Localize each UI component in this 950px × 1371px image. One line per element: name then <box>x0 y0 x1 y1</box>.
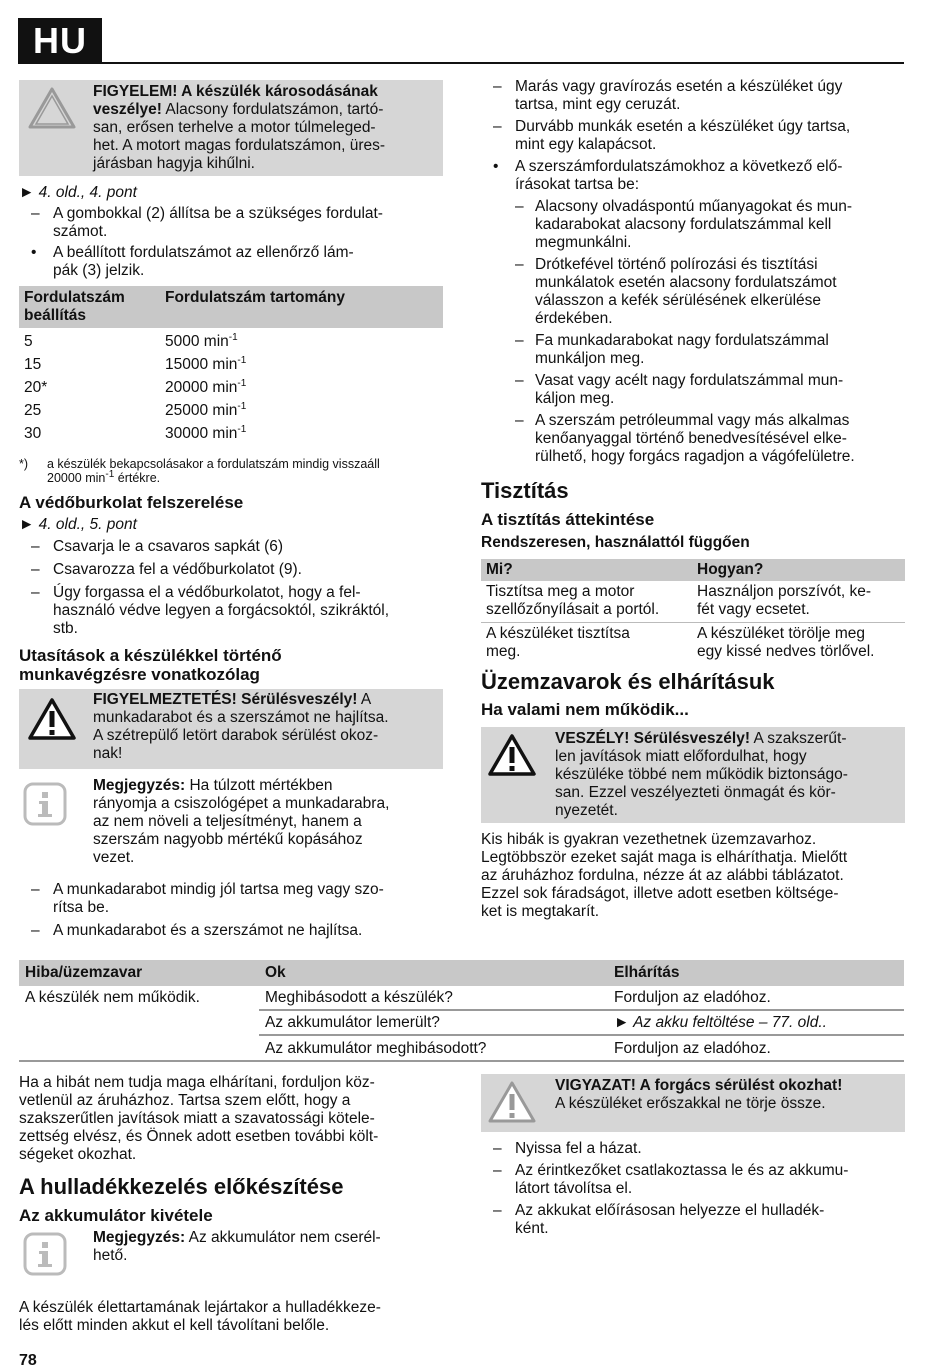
speed-table-body <box>19 328 443 443</box>
fault-table <box>19 960 904 1062</box>
paragraph: Ha a hibát nem tudja maga elhárítani, forduljon köz- vetlenül az áruházhoz. Tartsa szem előtt, hogy a szakszerűtlen javítások miatt a szavatossági kötele- zettség elvész, és Önnek adott esetben további költ- ségeket okozhat. <box>19 1074 379 1163</box>
warning-triangle-icon <box>27 697 77 741</box>
table-row: Az akkumulátor meghibásodott? Forduljon az eladóhoz. <box>19 1036 904 1062</box>
right-column <box>481 78 905 921</box>
list-item: – Csavarozza fel a védőburkolatot (9). <box>31 561 302 578</box>
table-row: Tisztítsa meg a motor szellőzőnyílásait a portól. Használjon porszívót, ke- fét vagy ecsetet. <box>481 581 905 623</box>
sub-list-item: – Vasat vagy acélt nagy fordulatszámmal mun- káljon meg. <box>515 372 844 407</box>
info-icon <box>23 1232 67 1276</box>
paragraph: Kis hibák is gyakran vezethetnek üzemzavarhoz. Legtöbbször ezeket saját maga is elháríthatja. Mielőtt az áruházhoz fordulna, nézze át az alábbi táblázatot. Ezzel sok fáradságot, illetve adott esetben költsége- ket is megtakarít. <box>481 831 848 920</box>
sub-list-item: – A szerszám petróleummal vagy más alkalmas kenőanyaggal történő benedvesítésével elke- rülhető, hogy forgács ragadjon a vágófelületre. <box>515 412 855 465</box>
caution-box: VIGYAZAT! A forgács sérülést okozhat! A készüléket erőszakkal ne törje össze. <box>481 1074 905 1132</box>
table-row: A készülék nem működik. Meghibásodott a készülék? Forduljon az eladóhoz. <box>19 986 904 1011</box>
sub-heading: Az akkumulátor kivétele <box>19 1206 213 1225</box>
list-item: • A szerszámfordulatszámokhoz a következő elő- írásokat tartsa be: <box>493 158 843 193</box>
section-heading: Üzemzavarok és elhárításuk <box>481 669 775 694</box>
warning-box-damage: FIGYELEM! A készülék károsodásának veszélye! Alacsony fordulatszámon, tartó- san, erősen terhelve a motor túlmeleged- het. A motort magas fordulatszámon, üres- járásban hagyja kihűlni. <box>19 80 443 176</box>
warning-triangle-icon <box>487 733 537 777</box>
list-item: – A munkadarabot mindig jól tartsa meg vagy szo- rítsa be. <box>31 881 384 916</box>
header-rule <box>102 62 904 64</box>
table-row: A készüléket tisztítsa meg. A készüléket törölje meg egy kissé nedves törlővel. <box>486 625 875 660</box>
bottom-left-column <box>19 1074 443 1335</box>
cleaning-table-header: Mi? Hogyan? <box>481 559 905 581</box>
list-item: – Marás vagy gravírozás esetén a készüléket úgy tartsa, mint egy ceruzát. <box>493 78 843 113</box>
list-item: – Úgy forgassa el a védőburkolatot, hogy a fel- használó védve legyen a forgácsoktól, szikráktól, stb. <box>31 584 390 637</box>
section-heading: Utasítások a készülékkel történő munkavégzésre vonatkozólag <box>19 646 282 684</box>
note-box: Megjegyzés: Ha túlzott mértékben rányomja a csiszológépet a munkadarabra, az nem növeli a teljesítményt, hanem a szerszám nagyobb mértékű kopásához vezet. <box>19 777 443 869</box>
list-item: – Az akkukat előírásosan helyezze el hulladék- ként. <box>493 1202 825 1237</box>
warning-triangle-icon <box>27 86 77 130</box>
paragraph: A készülék élettartamának lejártakor a hulladékkeze- lés előtt minden akkut el kell távolítani belőle. <box>19 1299 381 1334</box>
warning-line: FIGYELEM! A készülék károsodásának <box>93 83 378 100</box>
sub-heading: A tisztítás áttekintése <box>481 510 655 529</box>
speed-table-row: 30 30000 $\min^{-1}$ <box>24 423 247 442</box>
list-item: – Az érintkezőket csatlakoztassa le és az akkumu- látort távolítsa el. <box>493 1162 849 1197</box>
speed-table-row: 20* 20000 $\min^{-1}$ <box>24 377 247 396</box>
left-column <box>19 80 443 940</box>
list-item: – Csavarja le a csavaros sapkát (6) <box>31 538 284 555</box>
fault-table-header: Hiba/üzemzavar Ok Elhárítás <box>19 960 904 986</box>
sub-heading: Ha valami nem működik... <box>481 700 689 719</box>
reference-link: ► 4. old., 4. pont <box>19 184 137 201</box>
caution-triangle-icon <box>487 1080 537 1124</box>
list-item: – A gombokkal (2) állítsa be a szükséges fordulat- számot. <box>31 205 383 240</box>
speed-table-row: 5 5000 $\min^{-1}$ <box>24 331 238 350</box>
list-item: • A beállított fordulatszámot az ellenőrző lám- pák (3) jelzik. <box>31 244 354 279</box>
list-item: – Durvább munkák esetén a készüléket úgy tartsa, mint egy kalapácsot. <box>493 118 851 153</box>
speed-table-row: 15 15000 $\min^{-1}$ <box>24 354 247 373</box>
sub-list-item: – Drótkefével történő polírozási és tisztítási munkálatok esetén alacsony fordulatszámot válasszon a kefék sérülésének elkerülése érdekében. <box>515 256 837 327</box>
list-item: – Nyissa fel a házat. <box>493 1140 642 1157</box>
speed-table-header: Fordulatszám beállítás Fordulatszám tartomány <box>19 286 443 328</box>
table-row: Az akkumulátor lemerült? ► Az akku feltöltése – 77. old.. <box>19 1011 904 1036</box>
warning-box-injury: FIGYELMEZTETÉS! Sérülésveszély! A munkadarabot és a szerszámot ne hajlítsa. A szétrepülő letört darabok sérülést okoz- nak! <box>19 689 443 769</box>
page-number: 78 <box>19 1352 37 1369</box>
sub-list-item: – Alacsony olvadáspontú műanyagokat és mun- kadarabokat alacsony fordulatszámmal kell megmunkálni. <box>515 198 853 251</box>
section-heading: A védőburkolat felszerelése <box>19 493 244 512</box>
section-heading: A hulladékkezelés előkészítése <box>19 1174 344 1199</box>
info-icon <box>23 782 67 826</box>
warning-line: járásban hagyja kihűlni. <box>93 155 255 172</box>
language-badge: HU <box>18 18 102 64</box>
bottom-right-column <box>481 1074 905 1238</box>
note-box: Megjegyzés: Az akkumulátor nem cserél- hető. <box>19 1229 443 1279</box>
section-heading: Tisztítás <box>481 478 569 503</box>
reference-link: ► 4. old., 5. pont <box>19 516 137 533</box>
warning-line: san, erősen terhelve a motor túlmeleged- <box>93 119 376 136</box>
sub-list-item: – Fa munkadarabokat nagy fordulatszámmal munkáljon meg. <box>515 332 829 367</box>
footnote: *) a készülék bekapcsolásakor a fordulatszám mindig visszaáll 20000 $\min^{-1}$ értékre. <box>19 457 380 485</box>
danger-box: VESZÉLY! Sérülésveszély! A szakszerűt- len javítások miatt előfordulhat, hogy készüléke többé nem működik biztonságo- san. Ezzel veszélyezteti önmagát és kör- nyezetét. <box>481 727 905 823</box>
warning-line: het. A motort magas fordulatszámon, üres- <box>93 137 386 154</box>
sub-heading: Rendszeresen, használattól függően <box>481 534 750 551</box>
list-item: – A munkadarabot és a szerszámot ne hajlítsa. <box>31 922 363 939</box>
speed-table-row: 25 25000 $\min^{-1}$ <box>24 400 247 419</box>
